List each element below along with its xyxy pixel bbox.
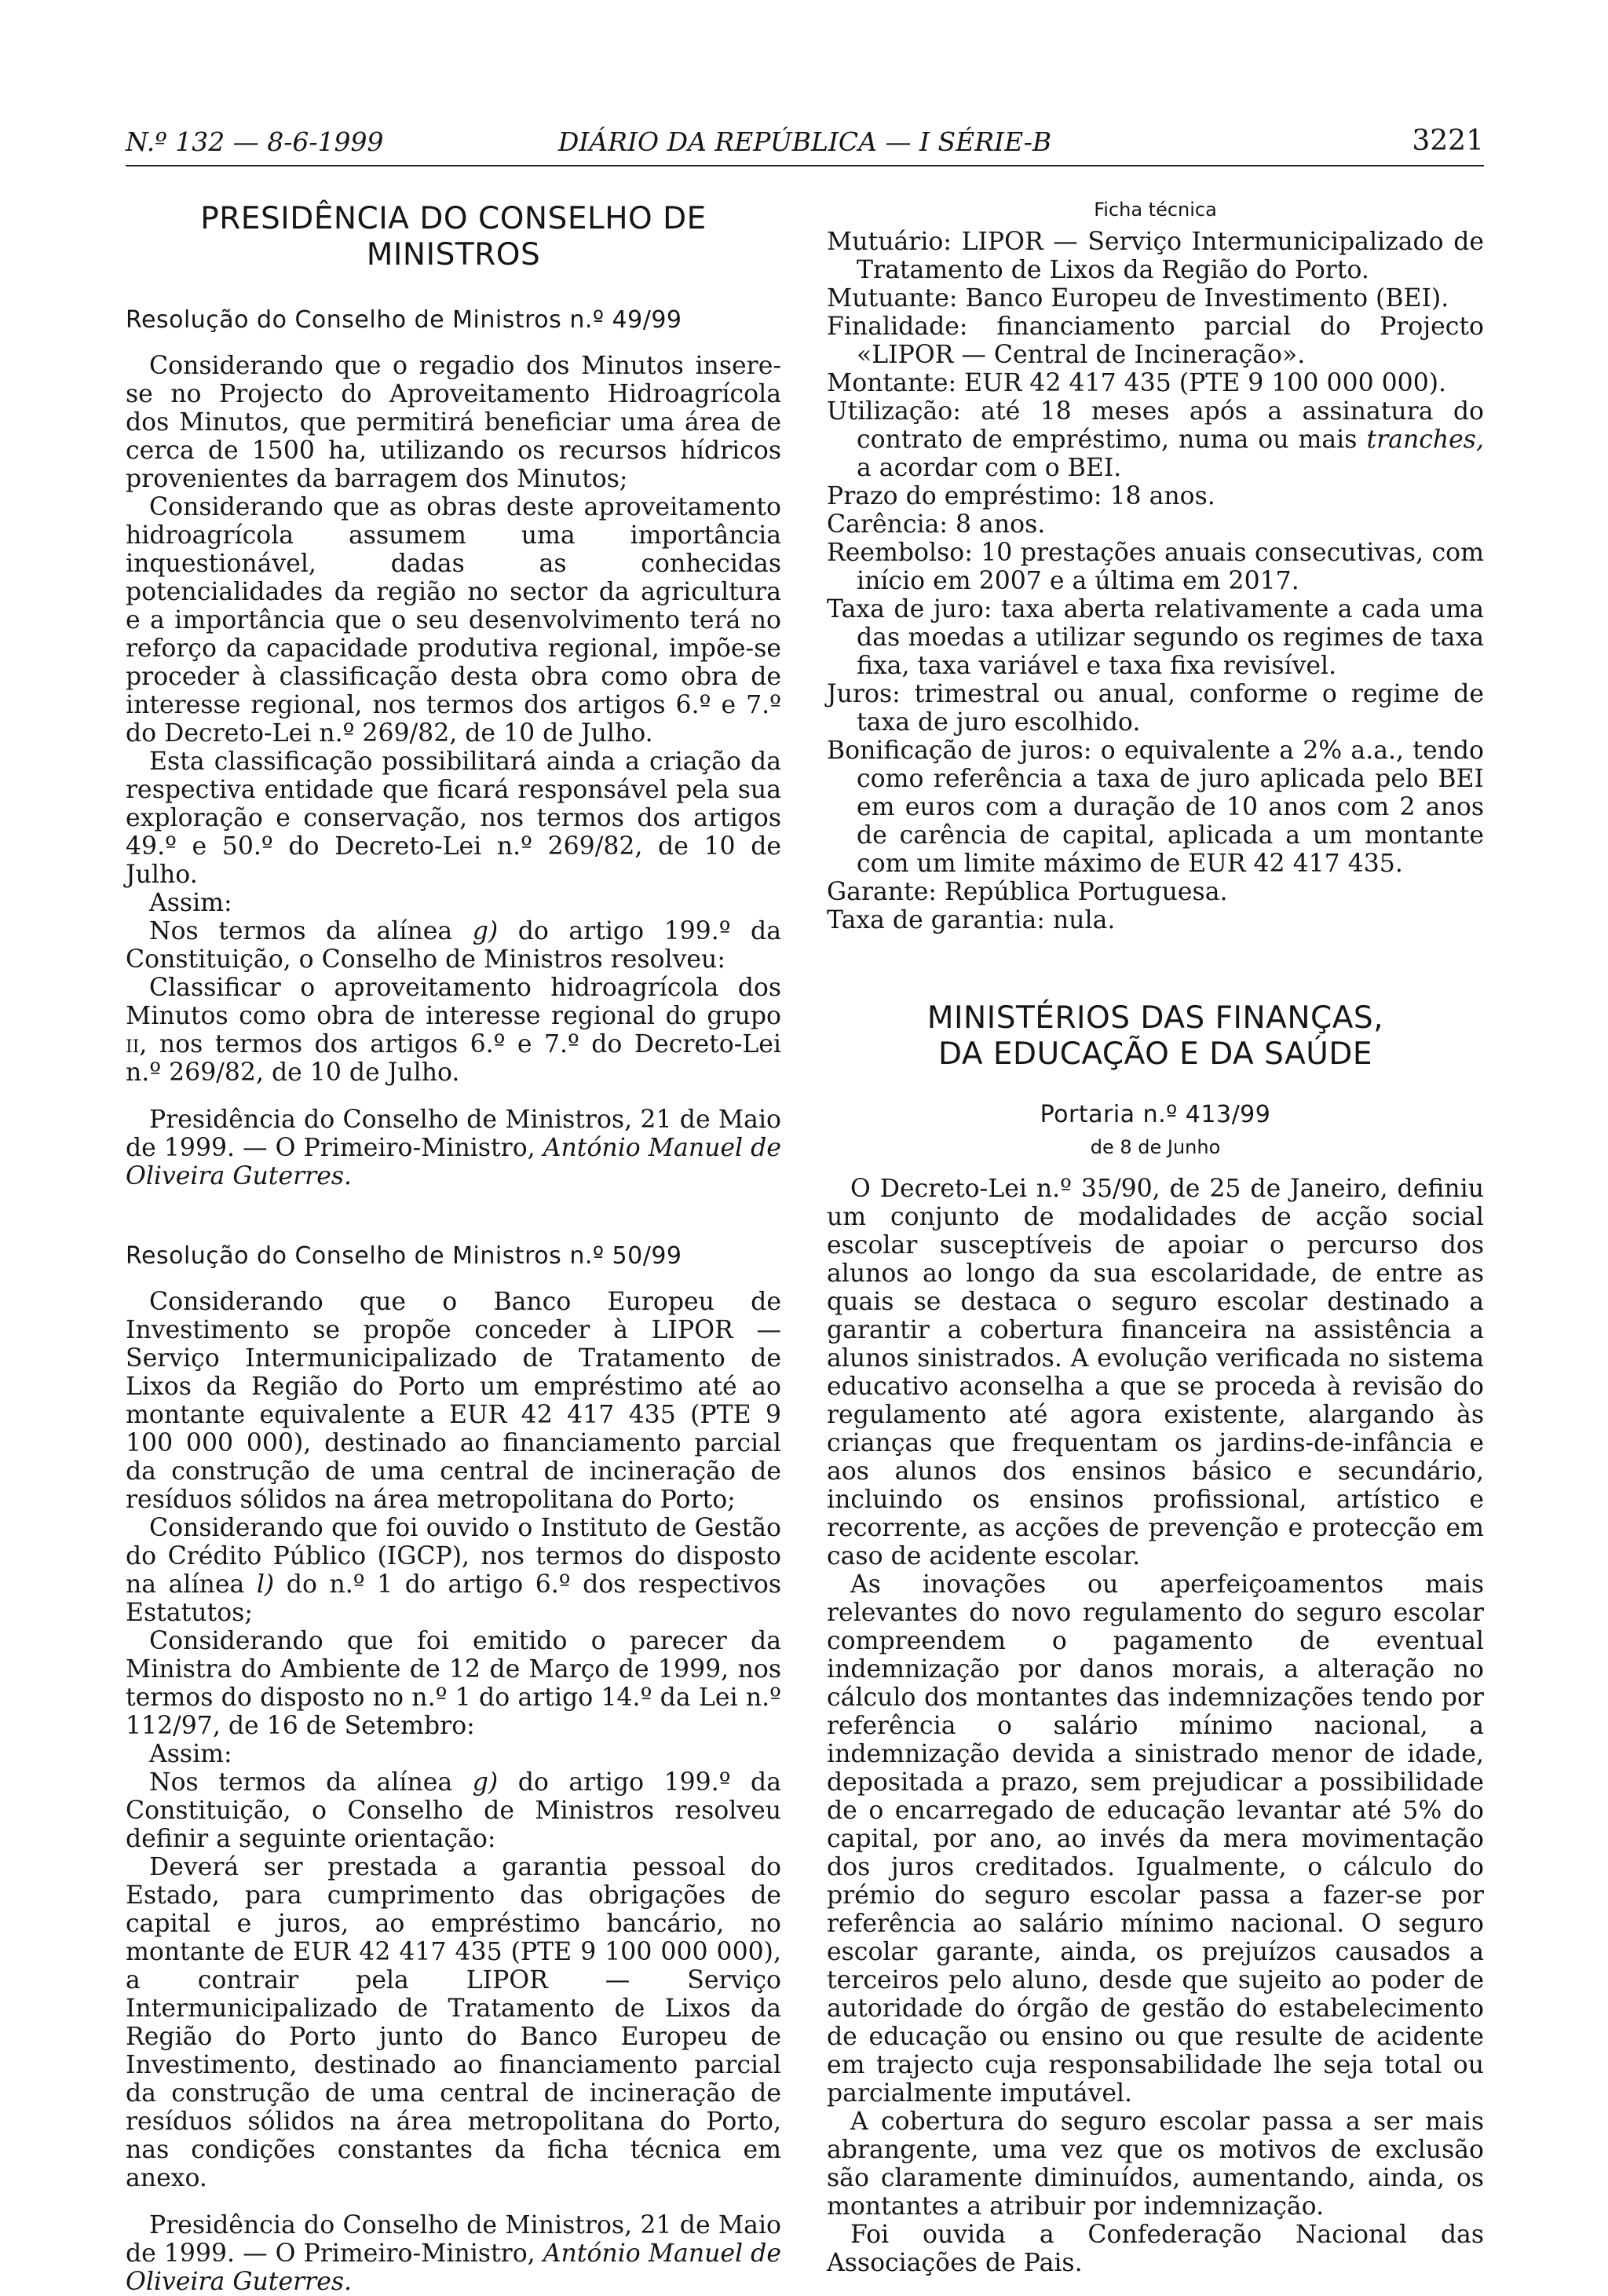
paragraph: Esta classificação possibilitará ainda a criação da respectiva entidade que ficará responsável pela sua exploração e conservação, nos termos dos artigos 49.º e 50.º do Decreto-Lei n.º 269/82, de 10 de Julho. [126,748,781,889]
resolution-50-body [126,1288,781,2296]
portaria-title: Portaria n.º 413/99 [1040,1101,1271,1128]
ficha-tecnica [827,228,1484,934]
resolution-50-title: Resolução do Conselho de Ministros n.º 50/99 [126,1242,682,1270]
ficha-item: Finalidade: financiamento parcial do Projecto «LIPOR — Central de Incineração». [827,313,1484,369]
signature: Presidência do Conselho de Ministros, 21 de Maio de 1999. — O Primeiro-Ministro, António Manuel de Oliveira Guterres. [126,2211,781,2296]
ficha-item: Juros: trimestral ou anual, conforme o regime de taxa de juro escolhido. [827,680,1484,737]
paragraph: Classificar o aproveitamento hidroagrícola dos Minutos como obra de interesse regional do grupo ii, nos termos dos artigos 6.º e 7.º do Decreto-Lei n.º 269/82, de 10 de Julho. [126,974,781,1087]
page-number: 3221 [1412,125,1484,157]
paragraph: Assim: [149,1740,232,1768]
left-column [126,192,781,2296]
section-title-ministerios [827,1000,1484,1073]
paragraph: Nos termos da alínea g) do artigo 199.º da Constituição, o Conselho de Ministros resolveu: [126,917,781,974]
ficha-item: Prazo do empréstimo: 18 anos. [827,482,1215,510]
paragraph: Considerando que o Banco Europeu de Investimento se propõe conceder à LIPOR — Serviço Intermunicipalizado de Tratamento de Lixos da Região do Porto um empréstimo até ao montante equivalente a EUR 42 417 435 (PTE 9 100 000 000), destinado ao financiamento parcial da construção de uma central de incineração de resíduos sólidos na área metropolitana do Porto; [126,1288,781,1514]
paragraph: Assim: [149,889,232,917]
ficha-item: Carência: 8 anos. [827,510,1046,539]
section-title-line-2: DA EDUCAÇÃO E DA SAÚDE [937,1036,1373,1072]
issue-date: N.º 132 — 8-6-1999 [126,126,384,157]
paragraph: Considerando que as obras deste aproveitamento hidroagrícola assumem uma importância inquestionável, dadas as conhecidas potencialidades da região no sector da agricultura e a importância que o seu desenvolvimento terá no reforço da capacidade produtiva regional, impõe-se proceder à classificação desta obra como obra de interesse regional, nos termos dos artigos 6.º e 7.º do Decreto-Lei n.º 269/82, de 10 de Julho. [126,493,781,748]
signature: Presidência do Conselho de Ministros, 21 de Maio de 1999. — O Primeiro-Ministro, António Manuel de Oliveira Guterres. [126,1106,781,1190]
ficha-item: Montante: EUR 42 417 435 (PTE 9 100 000 000). [827,369,1447,397]
paragraph: Deverá ser prestada a garantia pessoal do Estado, para cumprimento das obrigações de capital e juros, ao empréstimo bancário, no montante de EUR 42 417 435 (PTE 9 100 000 000), a contrair pela LIPOR — Serviço Intermunicipalizado de Tratamento de Lixos da Região do Porto junto do Banco Europeu de Investimento, destinado ao financiamento parcial da construção de uma central de incineração de resíduos sólidos na área metropolitana do Porto, nas condições constantes da ficha técnica em anexo. [126,1853,781,2192]
paragraph: O Decreto-Lei n.º 35/90, de 25 de Janeiro, definiu um conjunto de modalidades de acção social escolar susceptíveis de apoiar o percurso dos alunos ao longo da sua escolaridade, de entre as quais se destaca o seguro escolar destinado a garantir a cobertura financeira na assistência a alunos sinistrados. A evolução verificada no sistema educativo aconselha a que se proceda à revisão do regulamento até agora existente, alargando às crianças que frequentam os jardins-de-infância e aos alunos dos ensinos básico e secundário, incluindo os ensinos profissional, artístico e recorrente, as acções de prevenção e protecção em caso de acidente escolar. [827,1175,1484,1570]
ficha-item: Utilização: até 18 meses após a assinatura do contrato de empréstimo, numa ou mais tranches, a acordar com o BEI. [827,397,1484,482]
ficha-item: Garante: República Portuguesa. [827,878,1228,906]
resolution-49-body [126,352,781,1190]
paragraph: As inovações ou aperfeiçoamentos mais relevantes do novo regulamento do seguro escolar compreendem o pagamento de eventual indemnização por danos morais, a alteração no cálculo dos montantes das indemnizações tendo por referência o salário mínimo nacional, a indemnização devida a sinistrado menor de idade, depositada a prazo, sem prejudicar a possibilidade de o encarregado de educação levantar até 5% do capital, por ano, ao invés da mera movimentação dos juros creditados. Igualmente, o cálculo do prémio do seguro escolar passa a fazer-se por referência ao salário mínimo nacional. O seguro escolar garante, ainda, os prejuízos causados a terceiros pelo aluno, desde que sujeito ao poder de autoridade do órgão de gestão do estabelecimento de educação ou ensino ou que resulte de acidente em trajecto cuja responsabilidade lhe seja total ou parcialmente imputável. [827,1570,1484,2108]
paragraph: Nos termos da alínea g) do artigo 199.º da Constituição, o Conselho de Ministros resolveu definir a seguinte orientação: [126,1768,781,1853]
page-header [126,118,1484,166]
ficha-item: Taxa de juro: taxa aberta relativamente a cada uma das moedas a utilizar segundo os regimes de taxa fixa, taxa variável e taxa fixa revisível. [827,595,1484,680]
ficha-item: Mutuário: LIPOR — Serviço Intermunicipalizado de Tratamento de Lixos da Região do Porto. [827,228,1484,284]
right-column [827,192,1484,2277]
paragraph: A cobertura do seguro escolar passa a ser mais abrangente, uma vez que os motivos de exclusão são claramente diminuídos, aumentando, ainda, os montantes a atribuir por indemnização. [827,2108,1484,2221]
ficha-tecnica-title: Ficha técnica [1094,199,1217,221]
paragraph: Foi ouvida a Confederação Nacional das Associações de Pais. [827,2221,1484,2277]
section-title-line-1: MINISTÉRIOS DAS FINANÇAS, [926,1000,1384,1036]
ficha-item: Reembolso: 10 prestações anuais consecutivas, com início em 2007 e a última em 2017. [827,539,1484,595]
portaria-date: de 8 de Junho [1090,1136,1221,1158]
ficha-item: Mutuante: Banco Europeu de Investimento (BEI). [827,284,1449,313]
journal-title: DIÁRIO DA REPÚBLICA — I SÉRIE-B [557,126,1052,157]
ficha-item: Taxa de garantia: nula. [827,906,1116,934]
paragraph: Considerando que foi emitido o parecer da Ministra do Ambiente de 12 de Março de 1999, nos termos do disposto no n.º 1 do artigo 14.º da Lei n.º 112/97, de 16 de Setembro: [126,1627,781,1740]
ficha-item: Bonificação de juros: o equivalente a 2% a.a., tendo como referência a taxa de juro aplicada pelo BEI em euros com a duração de 10 anos com 2 anos de carência de capital, aplicada a um montante com um limite máximo de EUR 42 417 435. [827,737,1484,878]
section-title-pcm: PRESIDÊNCIA DO CONSELHO DE MINISTROS [200,201,707,272]
paragraph: Considerando que o regadio dos Minutos insere-se no Projecto do Aproveitamento Hidroagrícola dos Minutos, que permitirá beneficiar uma área de cerca de 1500 ha, utilizando os recursos hídricos provenientes da barragem dos Minutos; [126,352,781,493]
portaria-body [827,1175,1484,2277]
paragraph: Considerando que foi ouvido o Instituto de Gestão do Crédito Público (IGCP), nos termos do disposto na alínea l) do n.º 1 do artigo 6.º dos respectivos Estatutos; [126,1514,781,1627]
resolution-49-title: Resolução do Conselho de Ministros n.º 49/99 [126,306,682,334]
